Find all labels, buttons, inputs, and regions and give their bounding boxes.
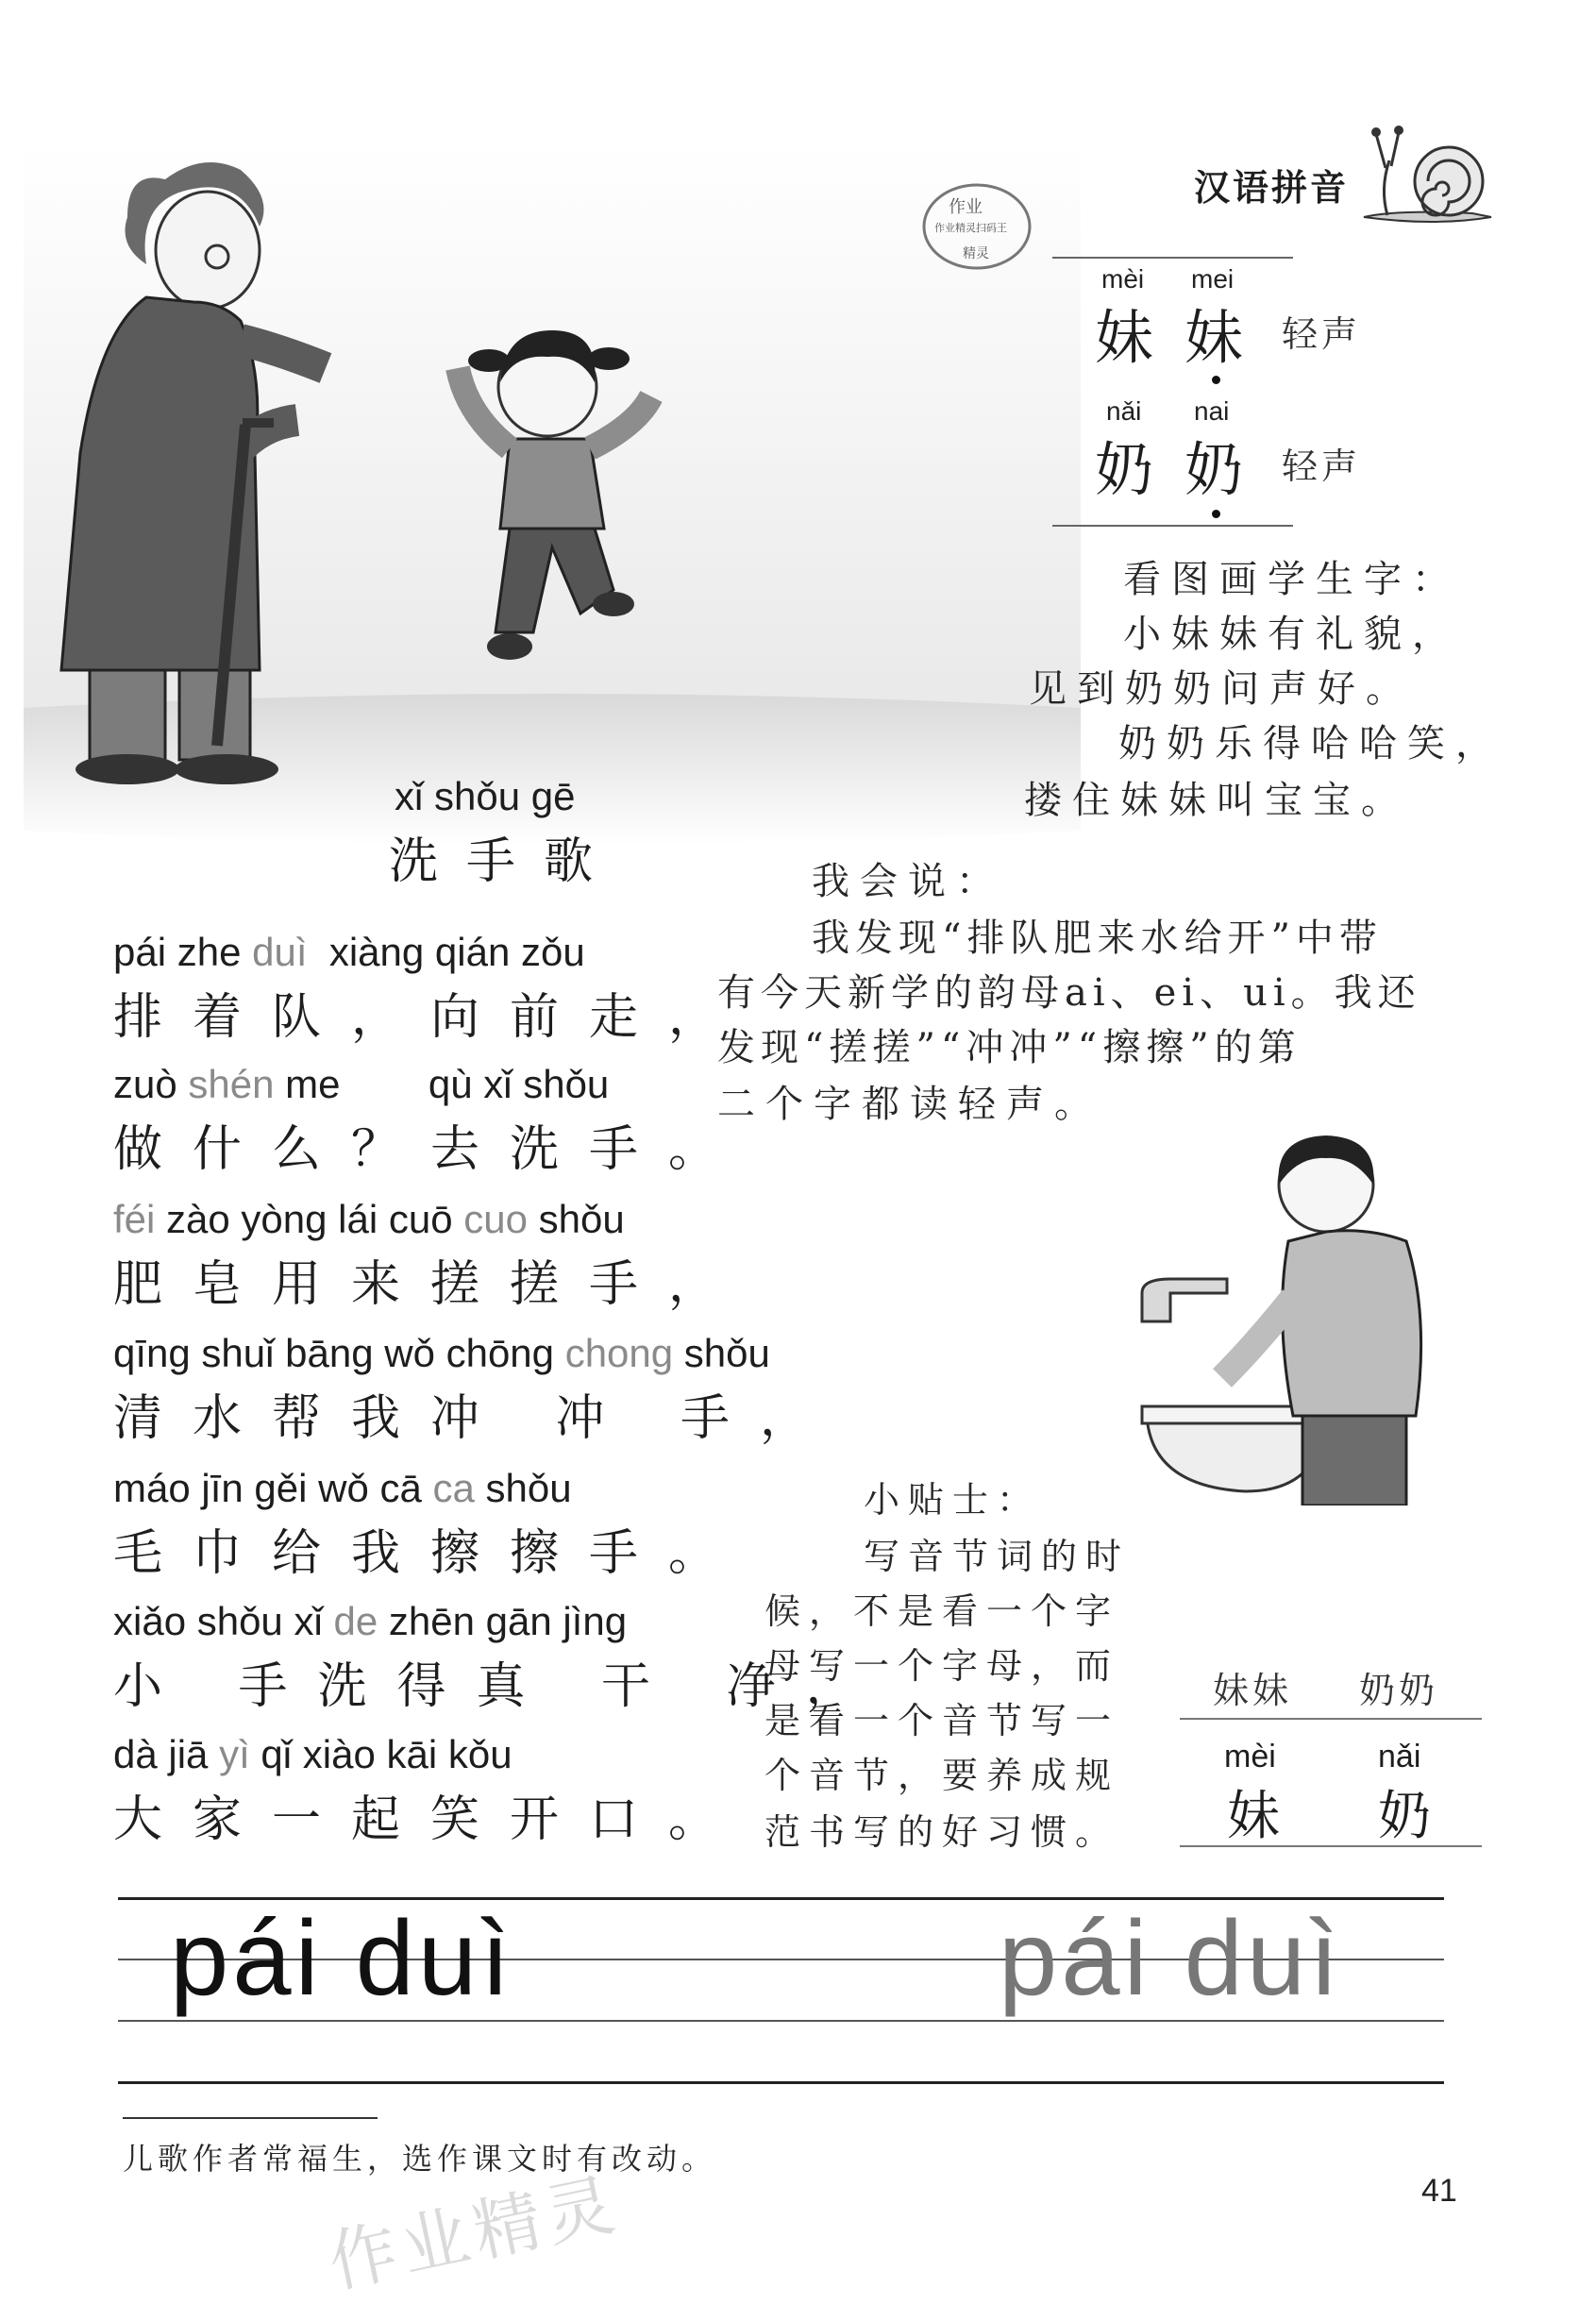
picture-reading-line: 小妹妹有礼貌， [1123,613,1460,656]
poem-pinyin-line: xiǎo shǒu xǐ de zhēn gān jìng [113,1599,628,1643]
writing-sample: pái duì [170,1899,514,2017]
stamp-line-1: 作业 [949,197,983,217]
tips-heading: 小贴士： [864,1479,1042,1521]
poem-pinyin-line: féi zào yòng lái cuō cuo shǒu [113,1197,625,1241]
picture-reading-line: 见到奶奶问声好。 [1029,667,1414,711]
mini-table-word-2: 奶奶 [1359,1670,1439,1711]
mini-table-pinyin-1: mèi [1224,1739,1276,1774]
snail-icon [1359,123,1501,236]
mini-table-rule [1180,1718,1482,1720]
poem-pinyin-line: zuò shén me qù xǐ shǒu [113,1062,610,1106]
vocab-row1-hanzi-2: 妹 [1184,303,1244,372]
footnote: 儿歌作者常福生，选作课文时有改动。 [123,2141,717,2177]
i-can-say-line: 有今天新学的韵母ai、ei、ui。我还 [717,971,1421,1015]
poem-hanzi-line: 小 手洗得真 干 净， [113,1658,885,1715]
writing-line-bottom [118,2081,1444,2084]
stamp-line-3: 精灵 [963,246,989,261]
poem-pinyin-line: dà jiā yì qǐ xiào kāi kǒu [113,1732,512,1776]
mini-table-hanzi-1: 妹 [1227,1786,1280,1847]
vocab-row1-pinyin-2: mei [1191,264,1235,294]
poem-hanzi-line: 做什么？去洗手。 [113,1121,748,1178]
vocab-row1-hanzi-1: 妹 [1095,303,1154,372]
vocab-top-rule [1052,257,1293,259]
stamp-line-2: 作业精灵扫码王 [934,222,1007,234]
vocab-row2-note: 轻声 [1282,446,1362,487]
picture-reading-line: 搂住妹妹叫宝宝。 [1024,779,1409,822]
watermark: 作业精灵 [321,2163,627,2303]
vocab-row2-pinyin-1: nǎi [1106,396,1142,426]
poem-hanzi-line: 肥皂用来搓搓手， [113,1256,748,1313]
vocab-row1-pinyin-1: mèi [1101,264,1145,294]
neutral-tone-dot [1212,376,1220,384]
tips-line: 是看一个音节写一 [764,1700,1120,1741]
poem-hanzi-line: 清水帮我冲 冲 手， [113,1390,840,1447]
mini-table-word-1: 妹妹 [1213,1670,1293,1711]
mini-table-pinyin-2: nǎi [1378,1739,1421,1774]
vocab-row2-hanzi-1: 奶 [1095,435,1154,504]
i-can-say-line: 我发现“排队肥来水给开”中带 [812,917,1383,960]
tips-line: 写音节词的时 [864,1536,1131,1577]
poem-pinyin-line: máo jīn gěi wǒ cā ca shǒu [113,1466,572,1510]
vocab-row1-note: 轻声 [1282,313,1362,355]
vocab-row2-pinyin-2: nai [1194,396,1230,426]
section-label: 汉语拼音 [1194,167,1350,209]
boy-washing-hands-illustration [1133,1128,1444,1505]
picture-reading-line: 奶奶乐得哈哈笑， [1118,722,1504,765]
tips-line: 范书写的好习惯。 [764,1811,1120,1853]
i-can-say-line: 发现“搓搓”“冲冲”“擦擦”的第 [717,1026,1302,1069]
neutral-tone-dot [1212,510,1220,518]
i-can-say-heading: 我会说： [812,860,1004,903]
poem-title: 洗手歌 [389,833,622,890]
writing-trace[interactable]: pái duì [999,1899,1343,2017]
tips-line: 个音节，要养成规 [764,1755,1120,1796]
footnote-rule [123,2117,378,2119]
poem-hanzi-line: 排着队，向前走， [113,989,748,1046]
vocab-row2-hanzi-2: 奶 [1184,435,1244,504]
poem-pinyin-line: pái zhe duì xiàng qián zǒu [113,930,585,974]
mini-table-rule [1180,1845,1482,1847]
poem-pinyin-line: qīng shuǐ bāng wǒ chōng chong shǒu [113,1331,770,1375]
poem-hanzi-line: 大家一起笑开口。 [113,1791,748,1848]
i-can-say-line: 二个字都读轻声。 [717,1083,1102,1126]
mini-table-hanzi-2: 奶 [1378,1786,1431,1847]
page-number: 41 [1421,2173,1457,2209]
poem-title-pinyin: xǐ shǒu gē [395,774,576,818]
writing-line-lower-mid [118,2020,1444,2022]
poem-hanzi-line: 毛巾给我擦擦手。 [113,1525,748,1582]
tips-line: 母写一个字母，而 [764,1645,1120,1687]
picture-reading-line: 看图画学生字： [1123,558,1460,601]
vocab-bottom-rule [1052,525,1293,527]
tips-line: 候，不是看一个字 [764,1590,1120,1632]
